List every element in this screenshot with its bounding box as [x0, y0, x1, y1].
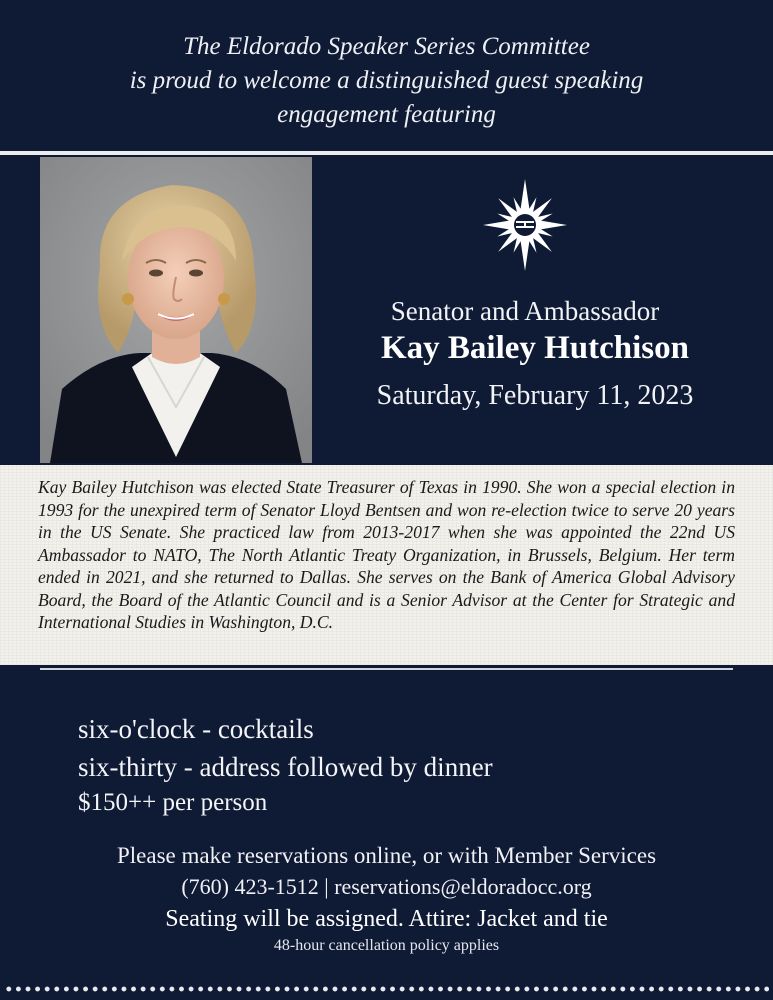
- event-schedule: [78, 710, 678, 820]
- header-band: [0, 0, 773, 150]
- middle-divider: [40, 668, 733, 670]
- speaker-title: Senator and Ambassador: [390, 296, 660, 326]
- seating-attire-note: Seating will be assigned. Attire: Jacket and tie: [165, 906, 608, 932]
- schedule-cocktails: six-o'clock - cocktails: [78, 714, 314, 744]
- top-divider: [0, 151, 773, 155]
- dotted-border: [4, 983, 769, 995]
- intro-line-3: engagement featuring: [277, 101, 496, 128]
- event-date: Saturday, February 11, 2023: [376, 380, 694, 411]
- schedule-address: six-thirty - address followed by dinner: [78, 752, 493, 782]
- speaker-name: Kay Bailey Hutchison: [380, 330, 690, 366]
- reservation-instructions: Please make reservations online, or with Member Services: [116, 843, 657, 868]
- speaker-portrait: [40, 157, 312, 463]
- ticket-price: $150++ per person: [78, 789, 268, 816]
- intro-line-1: The Eldorado Speaker Series Committee: [183, 33, 590, 60]
- portrait-illustration: [40, 157, 312, 463]
- compass-star-icon: [481, 178, 569, 272]
- bio-section: [0, 465, 773, 665]
- reservation-contact: (760) 423-1512 | reservations@eldoradocc.org: [181, 874, 592, 899]
- intro-line-2: is proud to welcome a distinguished guest speaking: [129, 67, 644, 94]
- cancellation-policy: 48-hour cancellation policy applies: [273, 937, 500, 954]
- bio-text: Kay Bailey Hutchison was elected State Treasurer of Texas in 1990. She won a special election in 1993 for the unexpired term of Senator Lloyd Bentsen and won re-election twice to serve 20 years in the US Senate. She practiced law from 2013-2017 when she was appointed the 22nd US Ambassador to NATO, The North Atlantic Treaty Organization, in Brussels, Belgium. Her term ended in 2021, and she returned to Dallas. She serves on the Bank of America Global Advisory Board, the Board of the Atlantic Council and is a Senior Advisor at the Center for Strategic and International Studies in Washington, D.C.: [38, 477, 735, 632]
- intro-text: [0, 0, 773, 132]
- reservations-info: [0, 840, 773, 956]
